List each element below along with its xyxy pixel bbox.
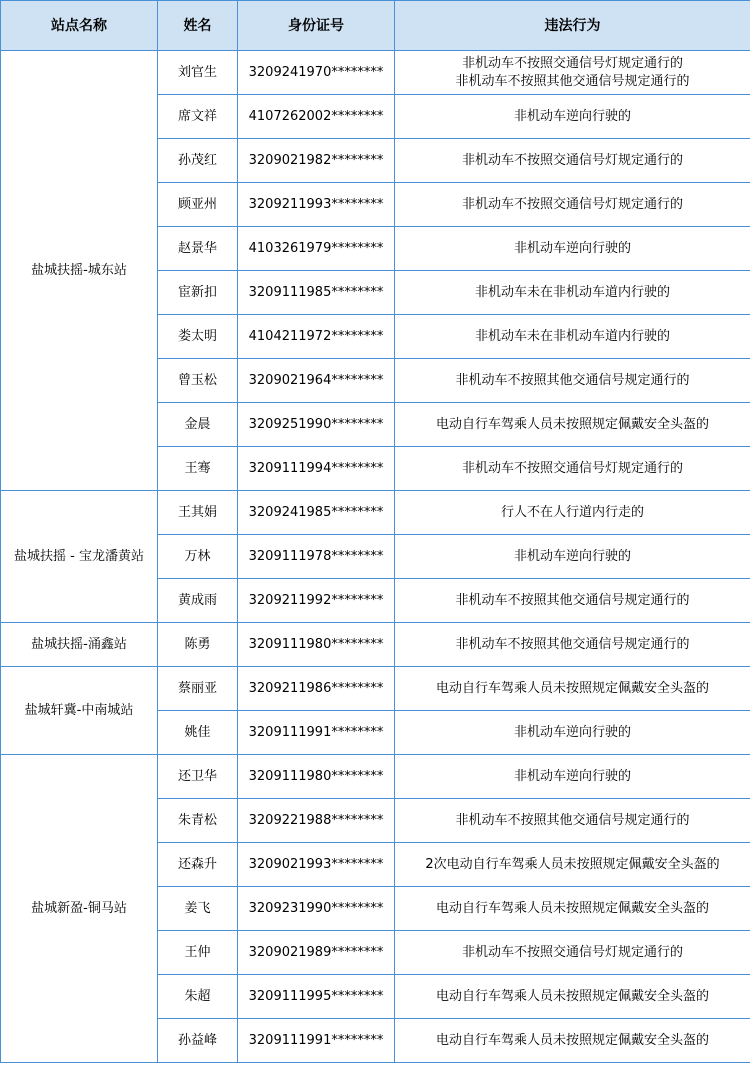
violation-cell — [395, 183, 750, 227]
person-name-cell: 娄太明 — [158, 315, 238, 359]
violation-text: 电动自行车驾乘人员未按照规定佩戴安全头盔的 — [435, 680, 709, 696]
person-name-cell: 王其娟 — [158, 491, 238, 535]
person-name-cell: 王骞 — [158, 447, 238, 491]
violation-text: 非机动车逆向行驶的 — [513, 548, 631, 564]
person-name-cell: 金晨 — [158, 403, 238, 447]
id-number-cell: 4103261979******** — [238, 227, 395, 271]
violation-cell — [395, 491, 750, 535]
id-number-cell: 3209241985******** — [238, 491, 395, 535]
violation-cell — [395, 271, 750, 315]
violation-cell — [395, 579, 750, 623]
id-number-cell: 3209111995******** — [238, 975, 395, 1019]
table-row — [1, 667, 750, 711]
person-name-cell: 姜飞 — [158, 887, 238, 931]
violation-cell — [395, 755, 750, 799]
id-number-cell: 3209021993******** — [238, 843, 395, 887]
violation-cell — [395, 227, 750, 271]
violation-text: 非机动车不按照其他交通信号规定通行的 — [455, 636, 690, 652]
table-row — [1, 491, 750, 535]
id-number-cell: 3209111978******** — [238, 535, 395, 579]
violation-cell — [395, 799, 750, 843]
violation-cell — [395, 403, 750, 447]
id-number-cell: 3209211992******** — [238, 579, 395, 623]
id-number-cell: 3209111985******** — [238, 271, 395, 315]
header-name: 姓名 — [158, 1, 238, 51]
violation-text: 非机动车不按照其他交通信号规定通行的 — [455, 812, 690, 828]
station-cell: 盐城扶摇-涌鑫站 — [1, 623, 158, 667]
id-number-cell: 3209231990******** — [238, 887, 395, 931]
violation-cell — [395, 931, 750, 975]
table-body — [1, 51, 750, 1063]
id-number-cell: 3209111991******** — [238, 711, 395, 755]
violation-text: 电动自行车驾乘人员未按照规定佩戴安全头盔的 — [435, 1032, 709, 1048]
person-name-cell: 曾玉松 — [158, 359, 238, 403]
id-number-cell: 3209021982******** — [238, 139, 395, 183]
person-name-cell: 顾亚州 — [158, 183, 238, 227]
violation-cell — [395, 667, 750, 711]
person-name-cell: 宦新扣 — [158, 271, 238, 315]
violation-text: 行人不在人行道内行走的 — [500, 504, 644, 520]
id-number-cell: 3209021989******** — [238, 931, 395, 975]
id-number-cell: 3209251990******** — [238, 403, 395, 447]
person-name-cell: 陈勇 — [158, 623, 238, 667]
violation-cell — [395, 315, 750, 359]
violation-text: 非机动车逆向行驶的 — [513, 724, 631, 740]
person-name-cell: 朱青松 — [158, 799, 238, 843]
violation-cell — [395, 1019, 750, 1063]
id-number-cell: 4104211972******** — [238, 315, 395, 359]
person-name-cell: 朱超 — [158, 975, 238, 1019]
person-name-cell: 孙茂红 — [158, 139, 238, 183]
person-name-cell: 赵景华 — [158, 227, 238, 271]
violation-text: 非机动车未在非机动车道内行驶的 — [474, 328, 670, 344]
station-cell: 盐城扶摇-城东站 — [1, 51, 158, 491]
id-number-cell: 3209111994******** — [238, 447, 395, 491]
table-row — [1, 755, 750, 799]
violation-text: 电动自行车驾乘人员未按照规定佩戴安全头盔的 — [435, 988, 709, 1004]
violation-text: 非机动车未在非机动车道内行驶的 — [474, 284, 670, 300]
violation-cell — [395, 359, 750, 403]
violation-cell — [395, 887, 750, 931]
person-name-cell: 还森升 — [158, 843, 238, 887]
person-name-cell: 席文祥 — [158, 95, 238, 139]
header-row — [1, 1, 750, 51]
id-number-cell: 4107262002******** — [238, 95, 395, 139]
person-name-cell: 孙益峰 — [158, 1019, 238, 1063]
violation-cell — [395, 843, 750, 887]
id-number-cell: 3209221988******** — [238, 799, 395, 843]
violation-text: 非机动车逆向行驶的 — [513, 108, 631, 124]
station-cell: 盐城扶摇 - 宝龙潘黄站 — [1, 491, 158, 623]
person-name-cell: 万林 — [158, 535, 238, 579]
violation-text: 非机动车不按照其他交通信号规定通行的 — [455, 592, 690, 608]
person-name-cell: 刘官生 — [158, 51, 238, 95]
header-violation: 违法行为 — [395, 1, 750, 51]
id-number-cell: 3209211986******** — [238, 667, 395, 711]
violation-text: 非机动车不按照其他交通信号规定通行的 — [455, 372, 690, 388]
violation-cell — [395, 623, 750, 667]
id-number-cell: 3209241970******** — [238, 51, 395, 95]
table-row — [1, 623, 750, 667]
person-name-cell: 蔡丽亚 — [158, 667, 238, 711]
id-number-cell: 3209111991******** — [238, 1019, 395, 1063]
violation-text: 非机动车不按照其他交通信号规定通行的 — [455, 73, 690, 89]
violation-text: 非机动车不按照交通信号灯规定通行的 — [461, 196, 683, 212]
person-name-cell: 黄成雨 — [158, 579, 238, 623]
violation-text: 非机动车不按照交通信号灯规定通行的 — [461, 55, 683, 71]
violation-cell — [395, 139, 750, 183]
person-name-cell: 姚佳 — [158, 711, 238, 755]
violation-cell — [395, 51, 750, 95]
violation-text: 电动自行车驾乘人员未按照规定佩戴安全头盔的 — [435, 416, 709, 432]
violation-text: 非机动车不按照交通信号灯规定通行的 — [461, 944, 683, 960]
violation-text: 2次电动自行车驾乘人员未按照规定佩戴安全头盔的 — [425, 856, 720, 872]
violation-text: 非机动车逆向行驶的 — [513, 768, 631, 784]
violation-text: 非机动车不按照交通信号灯规定通行的 — [461, 152, 683, 168]
violation-cell — [395, 711, 750, 755]
violation-cell — [395, 95, 750, 139]
table-row — [1, 51, 750, 95]
header-id-number: 身份证号 — [238, 1, 395, 51]
station-cell: 盐城轩冀-中南城站 — [1, 667, 158, 755]
person-name-cell: 还卫华 — [158, 755, 238, 799]
id-number-cell: 3209211993******** — [238, 183, 395, 227]
header-station: 站点名称 — [1, 1, 158, 51]
violation-text: 非机动车不按照交通信号灯规定通行的 — [461, 460, 683, 476]
id-number-cell: 3209021964******** — [238, 359, 395, 403]
person-name-cell: 王仲 — [158, 931, 238, 975]
id-number-cell: 3209111980******** — [238, 623, 395, 667]
violation-cell — [395, 975, 750, 1019]
id-number-cell: 3209111980******** — [238, 755, 395, 799]
violation-cell — [395, 535, 750, 579]
violation-text: 非机动车逆向行驶的 — [513, 240, 631, 256]
station-cell: 盐城新盈-铜马站 — [1, 755, 158, 1063]
violation-text: 电动自行车驾乘人员未按照规定佩戴安全头盔的 — [435, 900, 709, 916]
violation-cell — [395, 447, 750, 491]
